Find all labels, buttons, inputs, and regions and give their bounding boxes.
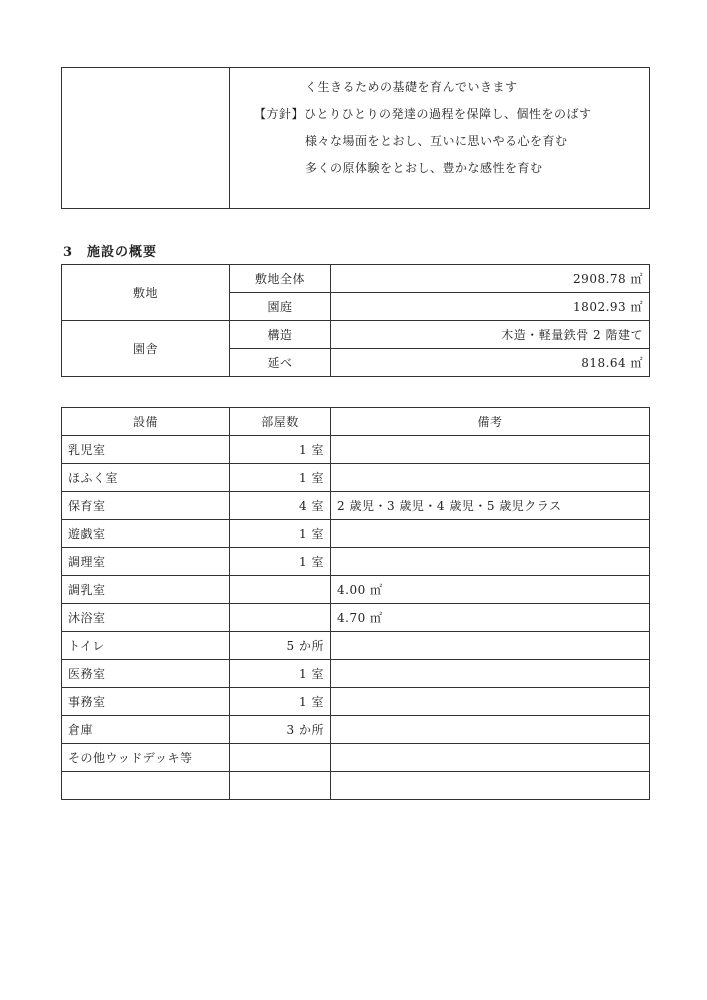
equipment-count: 5 か所 <box>230 632 331 660</box>
site-row-value: 2908.78 ㎡ <box>331 265 650 293</box>
equipment-note <box>331 660 650 688</box>
table-row <box>62 68 650 209</box>
header-notes: 備考 <box>331 408 650 436</box>
equipment-count <box>230 772 331 800</box>
header-room-count: 部屋数 <box>230 408 331 436</box>
equipment-note <box>331 436 650 464</box>
equipment-note <box>331 716 650 744</box>
site-row-value: 木造・軽量鉄骨 2 階建て <box>331 321 650 349</box>
equipment-count: 1 室 <box>230 548 331 576</box>
equipment-name: 乳児室 <box>62 436 230 464</box>
equipment-note <box>331 520 650 548</box>
site-row-value: 1802.93 ㎡ <box>331 293 650 321</box>
equipment-count: 1 室 <box>230 660 331 688</box>
policy-line-3: 様々な場面をとおし、互いに思いやる心を育む <box>305 134 568 148</box>
table-row <box>62 604 650 632</box>
site-row-value: 818.64 ㎡ <box>331 349 650 377</box>
building-group-label: 園舎 <box>62 321 230 377</box>
equipment-note <box>331 548 650 576</box>
equipment-note: 4.00 ㎡ <box>331 576 650 604</box>
header-equipment: 設備 <box>62 408 230 436</box>
equipment-name <box>62 772 230 800</box>
table-row <box>62 632 650 660</box>
equipment-note <box>331 772 650 800</box>
table-row <box>62 576 650 604</box>
equipment-name: その他ウッドデッキ等 <box>62 744 230 772</box>
table-header-row <box>62 408 650 436</box>
equipment-name: ほふく室 <box>62 464 230 492</box>
section-title: 3 施設の概要 <box>63 245 158 260</box>
equipment-name: 倉庫 <box>62 716 230 744</box>
policy-line-1: く生きるための基礎を育んでいきます <box>305 80 518 94</box>
policy-line-2: 【方針】ひとりひとりの発達の過程を保障し、個性をのばす <box>254 107 592 121</box>
table-row <box>62 772 650 800</box>
table-row <box>62 492 650 520</box>
equipment-name: 沐浴室 <box>62 604 230 632</box>
policy-cell <box>230 68 650 209</box>
table-row <box>62 716 650 744</box>
table-row <box>62 744 650 772</box>
table-row <box>62 321 650 349</box>
equipment-count: 1 室 <box>230 520 331 548</box>
equipment-count: 4 室 <box>230 492 331 520</box>
table-row <box>62 464 650 492</box>
equipment-note: 4.70 ㎡ <box>331 604 650 632</box>
equipment-note <box>331 688 650 716</box>
site-row-label: 敷地全体 <box>230 265 331 293</box>
equipment-name: 調理室 <box>62 548 230 576</box>
equipment-name: 事務室 <box>62 688 230 716</box>
table-row <box>62 520 650 548</box>
equipment-count: 3 か所 <box>230 716 331 744</box>
equipment-name: トイレ <box>62 632 230 660</box>
table-row <box>62 660 650 688</box>
equipment-table <box>61 407 650 800</box>
equipment-count <box>230 576 331 604</box>
site-group-label: 敷地 <box>62 265 230 321</box>
empty-cell <box>62 68 230 209</box>
equipment-note <box>331 744 650 772</box>
site-row-label: 園庭 <box>230 293 331 321</box>
equipment-count: 1 室 <box>230 688 331 716</box>
table-row <box>62 548 650 576</box>
equipment-count: 1 室 <box>230 436 331 464</box>
table-row <box>62 265 650 293</box>
table-row <box>62 688 650 716</box>
site-row-label: 構造 <box>230 321 331 349</box>
equipment-name: 保育室 <box>62 492 230 520</box>
equipment-note: 2 歳児・3 歳児・4 歳児・5 歳児クラス <box>331 492 650 520</box>
equipment-note <box>331 464 650 492</box>
policy-line-4: 多くの原体験をとおし、豊かな感性を育む <box>305 161 543 175</box>
equipment-name: 遊戯室 <box>62 520 230 548</box>
policy-table <box>61 67 650 209</box>
equipment-count <box>230 744 331 772</box>
equipment-count <box>230 604 331 632</box>
equipment-name: 医務室 <box>62 660 230 688</box>
equipment-note <box>331 632 650 660</box>
site-table <box>61 264 650 377</box>
equipment-count: 1 室 <box>230 464 331 492</box>
equipment-name: 調乳室 <box>62 576 230 604</box>
table-row <box>62 436 650 464</box>
site-row-label: 延べ <box>230 349 331 377</box>
